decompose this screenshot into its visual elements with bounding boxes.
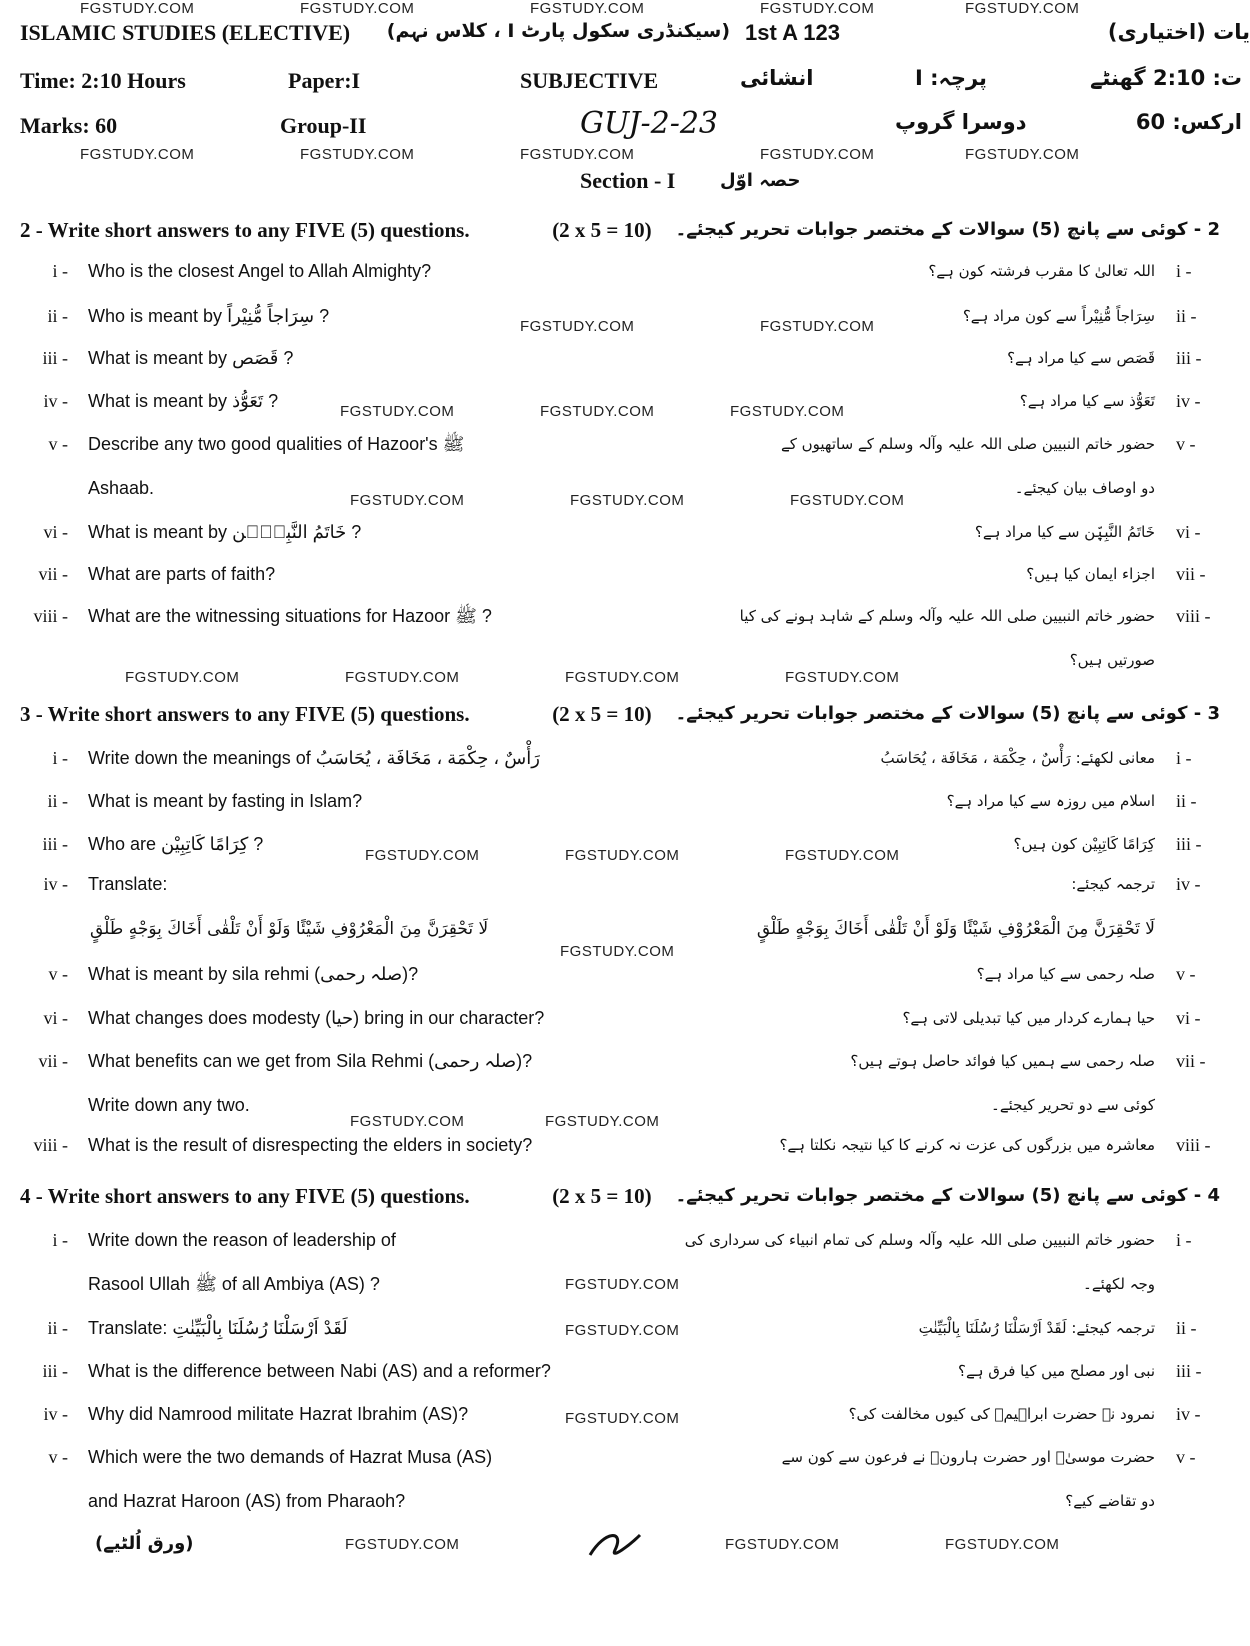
question-number-ur: vi -: [1176, 1008, 1201, 1028]
question-text-en: Translate:: [88, 874, 168, 894]
section-heading-row: [20, 1183, 1220, 1209]
section-number: 4 -: [20, 1184, 48, 1208]
question-text-ur-continued: دو تقاضے کیے؟: [1065, 1492, 1155, 1510]
time-en: Time: 2:10 Hours: [20, 68, 186, 93]
question-text-en: What changes does modesty (حیا) bring in our character?: [88, 1008, 545, 1028]
section-heading-row: [20, 217, 1220, 243]
question-number-ur: vi -: [1176, 522, 1201, 542]
question-number: vi -: [43, 522, 68, 542]
question-number-ur: i -: [1176, 261, 1192, 281]
watermark-text: FGSTUDY.COM: [560, 943, 675, 960]
question-number-ur: iii -: [1176, 1361, 1202, 1381]
question-number-ur: v -: [1176, 964, 1196, 984]
question-number-ur: i -: [1176, 748, 1192, 768]
question-number: i -: [52, 1230, 68, 1250]
watermark-text: FGSTUDY.COM: [790, 492, 905, 509]
section-instruction: Write short answers to any FIVE (5) questions.: [47, 218, 470, 242]
question-text-en: What are the witnessing situations for Hazoor ﷺ ?: [88, 606, 492, 626]
question-text-ur: اللہ تعالیٰ کا مقرب فرشتہ کون ہے؟: [928, 262, 1155, 280]
marks-en: Marks: 60: [20, 113, 118, 138]
group-en: Group-II: [280, 113, 367, 138]
question-number: iii -: [42, 834, 68, 854]
question-text-en: What benefits can we get from Sila Rehmi (صلہ رحمی)?: [88, 1051, 533, 1071]
signature-mark: [585, 1525, 645, 1565]
watermark-text: FGSTUDY.COM: [125, 669, 240, 686]
question-number: i -: [52, 748, 68, 768]
arabic-text-ur-side: لَا تَحْقِرَنَّ مِنَ الْمَعْرُوْفِ شَيْئًا وَلَوْ أَنْ تَلْقٰى أَخَاكَ بِوَجْهٍ طَلْقٍ: [756, 919, 1155, 939]
watermark-text: FGSTUDY.COM: [570, 492, 685, 509]
question-number-ur: iii -: [1176, 834, 1202, 854]
question-number-ur: ii -: [1176, 1318, 1197, 1338]
watermark-text: FGSTUDY.COM: [340, 403, 455, 420]
question-number-ur: viii -: [1176, 1135, 1211, 1155]
paper-ur: پرچہ: I: [915, 66, 987, 90]
question-text-ur: حضور خاتم النبیین صلی اللہ علیہ وآلہ وسلم کے ساتھیوں کے: [780, 435, 1155, 453]
question-text-ur: حضور خاتم النبیین صلی اللہ علیہ وآلہ وسلم کے شاہد ہونے کی کیا: [739, 607, 1155, 625]
question-text-en-continued: and Hazrat Haroon (AS) from Pharaoh?: [88, 1491, 406, 1511]
section-title-ur: حصہ اوّل: [720, 170, 801, 191]
question-text-ur: حیا ہمارے کردار میں کیا تبدیلی لاتی ہے؟: [902, 1009, 1155, 1027]
time-ur: ت: 2:10 گھنٹے: [1090, 66, 1242, 90]
watermark-text: FGSTUDY.COM: [760, 318, 875, 335]
question-number-ur: iii -: [1176, 348, 1202, 368]
section-marks: (2 x 5 = 10): [552, 702, 652, 726]
question-number-ur: vii -: [1176, 564, 1206, 584]
question-number-ur: iv -: [1176, 874, 1201, 894]
question-number-ur: v -: [1176, 434, 1196, 454]
question-number: iii -: [42, 1361, 68, 1381]
watermark-text: FGSTUDY.COM: [300, 146, 415, 163]
question-number: i -: [52, 261, 68, 281]
watermark-text: FGSTUDY.COM: [350, 492, 465, 509]
question-text-en: What is the result of disrespecting the elders in society?: [88, 1135, 533, 1155]
watermark-text: FGSTUDY.COM: [760, 0, 875, 17]
question-number: viii -: [33, 1135, 68, 1155]
question-text-en: What is meant by تَعَوُّذ ?: [88, 391, 279, 411]
question-text-ur: صلہ رحمی سے کیا مراد ہے؟: [976, 965, 1155, 983]
watermark-text: FGSTUDY.COM: [520, 146, 635, 163]
question-text-en: Describe any two good qualities of Hazoor's ﷺ: [88, 434, 465, 454]
section-heading: [20, 701, 470, 727]
section-marks: (2 x 5 = 10): [552, 1184, 652, 1208]
question-number: iii -: [42, 348, 68, 368]
question-number: v -: [48, 964, 68, 984]
question-number: ii -: [47, 1318, 68, 1338]
watermark-text: FGSTUDY.COM: [80, 146, 195, 163]
question-number: iv -: [43, 874, 68, 894]
question-text-ur: اجزاء ایمان کیا ہیں؟: [1026, 565, 1155, 583]
watermark-text: FGSTUDY.COM: [350, 1113, 465, 1130]
question-text-en: What is meant by fasting in Islam?: [88, 791, 363, 811]
watermark-text: FGSTUDY.COM: [365, 847, 480, 864]
question-text-ur-continued: صورتیں ہیں؟: [1069, 651, 1155, 669]
question-text-en: Who are کِرَامًا کَاتِبِیْن ?: [88, 834, 264, 854]
question-text-en: What is meant by قَصَص ?: [88, 348, 294, 368]
section-instruction: Write short answers to any FIVE (5) questions.: [47, 1184, 470, 1208]
question-text-en: Why did Namrood militate Hazrat Ibrahim (AS)?: [88, 1404, 469, 1424]
question-text-ur: معانی لکھئے: رَأْسٌ ، حِکْمَة ، مَخَافَة ، یُحَاسَبُ: [880, 749, 1155, 767]
type-en: SUBJECTIVE: [520, 68, 659, 93]
marks-ur: ارکس: 60: [1135, 110, 1242, 134]
question-text-ur: حضرت موسیٰؑ اور حضرت ہارونؑ نے فرعون سے کون سے: [781, 1448, 1155, 1466]
question-number-ur: iv -: [1176, 391, 1201, 411]
handwritten-code: GUJ-2-23: [580, 106, 719, 141]
watermark-text: FGSTUDY.COM: [785, 669, 900, 686]
question-number-ur: i -: [1176, 1230, 1192, 1250]
question-number-ur: viii -: [1176, 606, 1211, 626]
question-text-en-continued: Write down any two.: [88, 1095, 250, 1115]
question-text-en: Write down the reason of leadership of: [88, 1230, 396, 1250]
section-heading-ur: 2 - کوئی سے پانچ (5) سوالات کے مختصر جوابات تحریر کیجئے۔: [675, 219, 1220, 240]
turn-over-note: (ورق اُلٹیے): [95, 1533, 194, 1554]
watermark-text: FGSTUDY.COM: [345, 1536, 460, 1553]
question-number: v -: [48, 1447, 68, 1467]
watermark-text: FGSTUDY.COM: [545, 1113, 660, 1130]
question-text-ur: تَعَوُّذ سے کیا مراد ہے؟: [1019, 392, 1155, 410]
watermark-text: FGSTUDY.COM: [965, 146, 1080, 163]
watermark-text: FGSTUDY.COM: [945, 1536, 1060, 1553]
question-number: vii -: [38, 1051, 68, 1071]
question-text-ur: معاشرہ میں بزرگوں کی عزت نہ کرنے کا کیا نتیجہ نکلتا ہے؟: [779, 1136, 1155, 1154]
subject-title-en: ISLAMIC STUDIES (ELECTIVE): [20, 20, 351, 45]
watermark-text: FGSTUDY.COM: [565, 1322, 680, 1339]
question-text-ur: نبی اور مصلح میں کیا فرق ہے؟: [958, 1362, 1155, 1380]
question-text-ur: سِرَاجاً مُّنِیْراً سے کون مراد ہے؟: [962, 307, 1155, 325]
paper-en: Paper:I: [288, 68, 361, 93]
question-text-ur: نمرود نے حضرت ابراہیمؑ کی کیوں مخالفت کی؟: [848, 1405, 1155, 1423]
question-text-ur: حضور خاتم النبیین صلی اللہ علیہ وآلہ وسلم کی تمام انبیاء کی سرداری کی: [684, 1231, 1155, 1249]
question-number-ur: iv -: [1176, 1404, 1201, 1424]
question-text-ur: اسلام میں روزہ سے کیا مراد ہے؟: [946, 792, 1155, 810]
watermark-text: FGSTUDY.COM: [540, 403, 655, 420]
question-text-ur: ترجمہ کیجئے: لَقَدْ اَرْسَلْنَا رُسُلَنَا بِالْبَیِّنٰتِ: [918, 1319, 1155, 1337]
question-number: iv -: [43, 1404, 68, 1424]
question-number: iv -: [43, 391, 68, 411]
question-text-en: Which were the two demands of Hazrat Musa (AS): [88, 1447, 493, 1467]
section-heading: [20, 1183, 470, 1209]
watermark-text: FGSTUDY.COM: [300, 0, 415, 17]
arabic-text-en-side: لَا تَحْقِرَنَّ مِنَ الْمَعْرُوْفِ شَيْئًا وَلَوْ أَنْ تَلْقٰى أَخَاكَ بِوَجْهٍ طَلْقٍ: [90, 919, 489, 939]
section-instruction: Write short answers to any FIVE (5) questions.: [47, 702, 470, 726]
question-number-ur: vii -: [1176, 1051, 1206, 1071]
paper-code: 1st A 123: [745, 20, 840, 45]
question-number: v -: [48, 434, 68, 454]
section-number: 2 -: [20, 218, 48, 242]
question-text-en: Write down the meanings of رَأْسٌ ، حِکْمَة ، مَخَافَة ، یُحَاسَبُ: [88, 748, 540, 768]
question-text-ur: کِرَامًا کَاتِبِیْن کون ہیں؟: [1013, 835, 1155, 853]
question-text-en: Who is meant by سِرَاجاً مُّنِیْراً ?: [88, 306, 330, 326]
watermark-text: FGSTUDY.COM: [565, 1410, 680, 1427]
question-text-ur-continued: دو اوصاف بیان کیجئے۔: [1014, 479, 1155, 497]
question-number-ur: ii -: [1176, 306, 1197, 326]
watermark-text: FGSTUDY.COM: [530, 0, 645, 17]
watermark-text: FGSTUDY.COM: [565, 1276, 680, 1293]
watermark-text: FGSTUDY.COM: [520, 318, 635, 335]
question-text-ur: قَصَص سے کیا مراد ہے؟: [1007, 349, 1155, 367]
subject-title-ur: یات (اختیاری): [1107, 20, 1250, 44]
question-number: ii -: [47, 791, 68, 811]
section-heading-ur: 4 - کوئی سے پانچ (5) سوالات کے مختصر جوابات تحریر کیجئے۔: [675, 1185, 1220, 1206]
watermark-text: FGSTUDY.COM: [965, 0, 1080, 17]
watermark-text: FGSTUDY.COM: [565, 669, 680, 686]
question-text-ur: صلہ رحمی سے ہمیں کیا فوائد حاصل ہوتے ہیں؟: [850, 1052, 1155, 1070]
question-number: ii -: [47, 306, 68, 326]
question-text-en: What is meant by خَاتَمُ النَّبِیّٖن ?: [88, 522, 362, 542]
type-ur: انشائی: [740, 66, 814, 90]
question-number: vi -: [43, 1008, 68, 1028]
question-number: viii -: [33, 606, 68, 626]
section-heading-row: [20, 701, 1220, 727]
watermark-text: FGSTUDY.COM: [725, 1536, 840, 1553]
watermark-text: FGSTUDY.COM: [785, 847, 900, 864]
section-title-en: Section - I: [580, 168, 676, 193]
watermark-text: FGSTUDY.COM: [80, 0, 195, 17]
question-text-en-continued: Ashaab.: [88, 478, 155, 498]
section-heading: [20, 217, 470, 243]
watermark-text: FGSTUDY.COM: [760, 146, 875, 163]
question-text-ur-continued: وجہ لکھئے۔: [1083, 1275, 1155, 1293]
question-text-en: Who is the closest Angel to Allah Almighty?: [88, 261, 432, 281]
section-heading-ur: 3 - کوئی سے پانچ (5) سوالات کے مختصر جوابات تحریر کیجئے۔: [675, 703, 1220, 724]
subject-class-ur: (سیکنڈری سکول پارٹ I ، کلاس نہم): [386, 20, 730, 42]
question-number-ur: ii -: [1176, 791, 1197, 811]
section-marks: (2 x 5 = 10): [552, 218, 652, 242]
question-number-ur: v -: [1176, 1447, 1196, 1467]
watermark-text: FGSTUDY.COM: [565, 847, 680, 864]
question-text-ur: ترجمہ کیجئے:: [1071, 875, 1155, 893]
group-ur: دوسرا گروپ: [895, 110, 1027, 134]
question-number: vii -: [38, 564, 68, 584]
watermark-text: FGSTUDY.COM: [345, 669, 460, 686]
question-text-ur-continued: کوئی سے دو تحریر کیجئے۔: [991, 1096, 1155, 1114]
question-text-en: What are parts of faith?: [88, 564, 276, 584]
question-text-en-continued: Rasool Ullah ﷺ of all Ambiya (AS) ?: [88, 1274, 380, 1294]
question-text-ur: خَاتَمُ النَّبِیّٖن سے کیا مراد ہے؟: [974, 523, 1155, 541]
section-number: 3 -: [20, 702, 48, 726]
question-text-en: What is the difference between Nabi (AS) and a reformer?: [88, 1361, 551, 1381]
question-text-en: Translate: لَقَدْ اَرْسَلْنَا رُسُلَنَا بِالْبَیِّنٰتِ: [88, 1318, 348, 1338]
watermark-text: FGSTUDY.COM: [730, 403, 845, 420]
question-text-en: What is meant by sila rehmi (صلہ رحمی)?: [88, 964, 419, 984]
